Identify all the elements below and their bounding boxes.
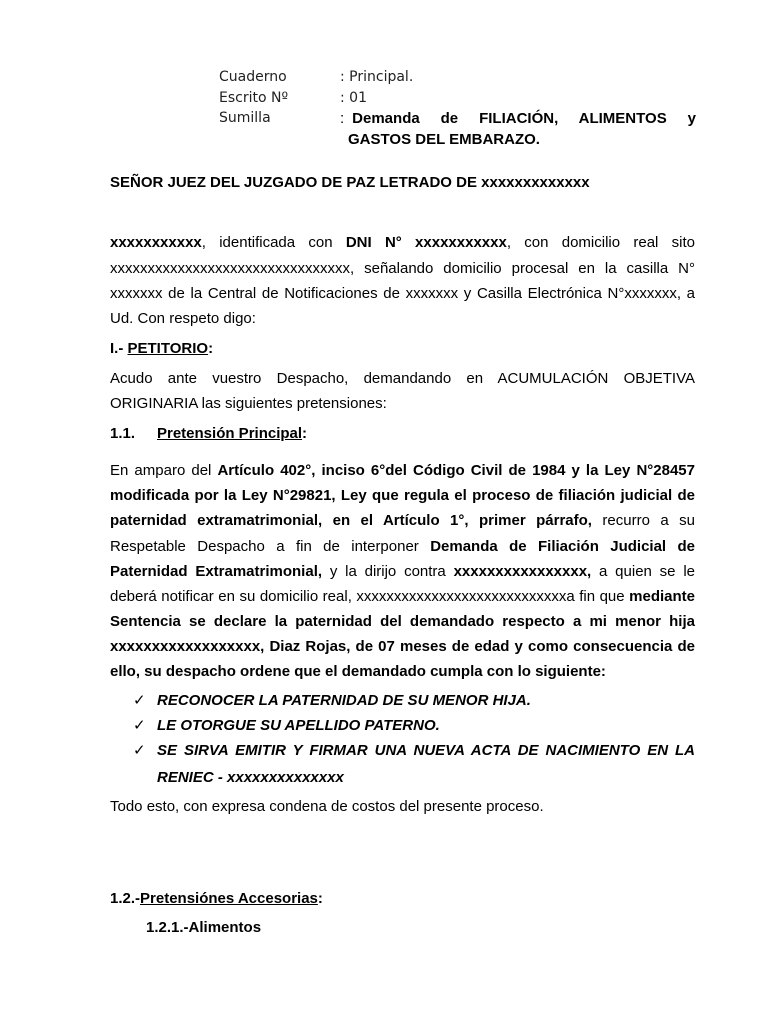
petitorio-heading	[110, 339, 695, 359]
costas-line: Todo esto, con expresa condena de costos del presente proceso.	[110, 798, 544, 815]
petitorio-line-2: ORIGINARIA las siguientes pretensiones:	[110, 395, 387, 412]
pretension-number: 1.1.	[110, 425, 136, 442]
accesorias-prefix: 1.2.-	[110, 890, 141, 907]
principal-text-1a: En amparo del	[110, 462, 218, 479]
checklist-item-3-line-1: SE SIRVA EMITIR Y FIRMAR UNA NUEVA ACTA DE NACIMIENTO EN LA	[157, 742, 695, 759]
sumilla-line-1	[340, 108, 696, 129]
principal-line-6	[110, 587, 695, 607]
alimentos-subheading: 1.2.1.-Alimentos	[146, 919, 262, 936]
accesorias-heading	[110, 889, 695, 909]
principal-text-1b: Artículo 402°, inciso 6°del Código Civil de 1984 y la Ley N°28457	[217, 462, 695, 479]
principal-text-5c: xxxxxxxxxxxxxxxx,	[453, 563, 592, 580]
cuaderno-value: : Principal.	[340, 69, 414, 85]
intro-text-b: , con domicilio real sito	[506, 234, 695, 251]
principal-line-3	[110, 511, 695, 531]
pretension-principal-heading	[110, 424, 695, 444]
check-icon: ✓	[133, 692, 146, 709]
principal-line-7: Sentencia se declare la paternidad del demandado respecto a mi menor hija	[110, 613, 695, 630]
principal-line-5	[110, 562, 695, 582]
pretension-title: Pretensión Principal	[157, 425, 303, 442]
plaintiff-name: xxxxxxxxxxx	[110, 234, 202, 251]
intro-text-a: , identificada con	[201, 234, 346, 251]
escrito-value: : 01	[340, 90, 367, 106]
intro-line-2: xxxxxxxxxxxxxxxxxxxxxxxxxxxxxxxx, señalando domicilio procesal en la casilla N°	[110, 260, 695, 277]
principal-text-4a: Respetable Despacho a fin de interponer	[110, 538, 431, 555]
checklist-item-1: RECONOCER LA PATERNIDAD DE SU MENOR HIJA.	[157, 692, 531, 709]
principal-line-1	[110, 461, 695, 481]
principal-line-9: ello, su despacho ordene que el demandado cumpla con lo siguiente:	[110, 663, 606, 680]
checklist-item-2: LE OTORGUE SU APELLIDO PATERNO.	[157, 717, 440, 734]
intro-line-4: Ud. Con respeto digo:	[110, 310, 256, 327]
petitorio-line-1: Acudo ante vuestro Despacho, demandando en ACUMULACIÓN OBJETIVA	[110, 370, 695, 387]
checklist-item-3-line-2: RENIEC - xxxxxxxxxxxxxx	[157, 769, 344, 786]
sumilla-text-1: Demanda de FILIACIÓN, ALIMENTOS y	[352, 110, 696, 127]
pretension-suffix: :	[302, 425, 308, 442]
accesorias-suffix: :	[317, 890, 323, 907]
sumilla-colon: :	[340, 110, 345, 127]
intro-line-3: xxxxxxx de la Central de Notificaciones de xxxxxxx y Casilla Electrónica N°xxxxxxx, a	[110, 285, 695, 302]
check-icon: ✓	[133, 742, 146, 759]
cuaderno-label: Cuaderno	[219, 69, 287, 85]
principal-line-8: xxxxxxxxxxxxxxxxxx, Diaz Rojas, de 07 meses de edad y como consecuencia de	[110, 638, 695, 655]
petitorio-suffix: :	[208, 340, 214, 357]
dni: DNI N° xxxxxxxxxxx	[345, 234, 507, 251]
addressee: SEÑOR JUEZ DEL JUZGADO DE PAZ LETRADO DE xxxxxxxxxxxxx	[110, 174, 590, 191]
principal-line-4	[110, 537, 695, 557]
sumilla-label: Sumilla	[219, 110, 271, 126]
sumilla-line-2: GASTOS DEL EMBARAZO.	[348, 131, 540, 148]
petitorio-title: PETITORIO	[127, 340, 209, 357]
accesorias-title: Pretensiónes Accesorias	[140, 890, 318, 907]
escrito-label: Escrito Nº	[219, 90, 289, 106]
principal-text-4b: Demanda de Filiación Judicial de	[430, 538, 695, 555]
principal-text-3b: recurro a su	[591, 512, 696, 529]
check-icon: ✓	[133, 717, 146, 734]
intro-line-1	[110, 233, 695, 253]
principal-text-6a: deberá notificar en su domicilio real, xxxxxxxxxxxxxxxxxxxxxxxxxxxxa fin que	[110, 588, 630, 605]
principal-line-2: modificada por la Ley N°29821, Ley que regula el proceso de filiación judicial de	[110, 487, 695, 504]
principal-text-3a: paternidad extramatrimonial, en el Artículo 1°, primer párrafo,	[110, 512, 592, 529]
principal-text-5b: y la dirijo contra	[322, 563, 454, 580]
petitorio-prefix: I.-	[110, 340, 128, 357]
principal-text-5d: a quien se le	[591, 563, 695, 580]
principal-text-5a: Paternidad Extramatrimonial,	[110, 563, 323, 580]
principal-text-6b: mediante	[629, 588, 695, 605]
